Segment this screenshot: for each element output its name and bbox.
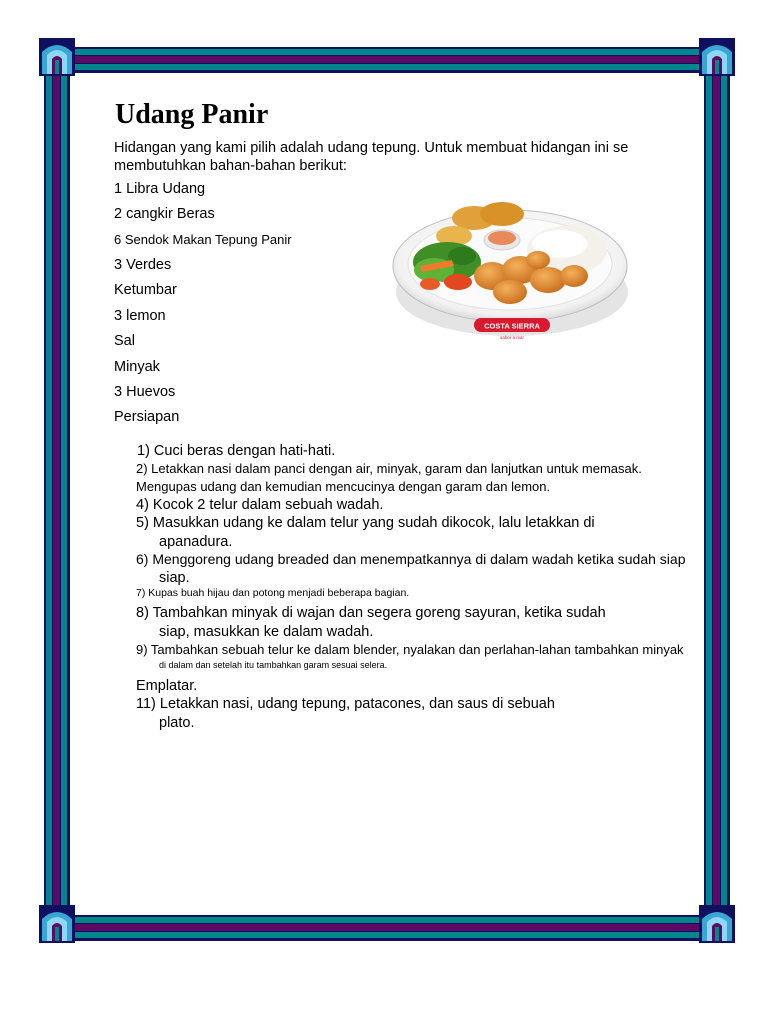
step-1: 1) Cuci beras dengan hati-hati. <box>137 443 336 459</box>
step-11-cont: plato. <box>159 715 195 731</box>
costa-sierra-logo <box>474 318 550 340</box>
section-heading-preparation: Persiapan <box>114 409 180 426</box>
step-6-cont: siap. <box>159 570 190 586</box>
step-2: 2) Letakkan nasi dalam panci dengan air, minyak, garam dan lanjutkan untuk memasak. <box>136 461 642 476</box>
corner-ornament-bottom-right <box>699 905 735 943</box>
logo-text: COSTA SIERRA <box>484 321 540 331</box>
step-7: 7) Kupas buah hijau dan potong menjadi beberapa bagian. <box>136 587 410 599</box>
step-8: 8) Tambahkan minyak di wajan dan segera goreng sayuran, ketika sudah <box>136 605 606 621</box>
ingredient-item: Minyak <box>114 358 160 375</box>
ingredient-item: Ketumbar <box>114 282 177 299</box>
step-4: 4) Kocok 2 telur dalam sebuah wadah. <box>136 497 384 513</box>
logo-subtext: sabor a mar <box>499 335 525 340</box>
ingredient-item: 3 Huevos <box>114 383 176 400</box>
corner-ornament-top-left <box>39 38 75 76</box>
border-top <box>60 47 715 73</box>
step-6: 6) Menggoreng udang breaded dan menempatkannya di dalam wadah ketika sudah siap <box>136 551 686 567</box>
ingredient-item: 3 Verdes <box>114 256 172 273</box>
page-title: Udang Panir <box>115 99 269 130</box>
step-5-cont: apanadura. <box>159 534 233 550</box>
step-5: 5) Masukkan udang ke dalam telur yang sudah dikocok, lalu letakkan di <box>136 515 595 531</box>
ingredient-item: 6 Sendok Makan Tepung Panir <box>114 231 292 247</box>
ingredient-item: 1 Libra Udang <box>114 180 206 197</box>
border-left <box>44 60 70 930</box>
ingredient-item: 3 lemon <box>114 307 166 324</box>
ingredient-item: 2 cangkir Beras <box>114 206 215 223</box>
step-9-cont: di dalam dan setelah itu tambahkan garam sesuai selera. <box>159 660 388 670</box>
step-11: 11) Letakkan nasi, udang tepung, patacones, dan saus di sebuah <box>136 696 555 712</box>
step-3: Mengupas udang dan kemudian mencucinya dengan garam dan lemon. <box>136 479 551 494</box>
corner-ornament-bottom-left <box>39 905 75 943</box>
corner-ornament-top-right <box>699 38 735 76</box>
ingredient-item: Sal <box>114 333 135 350</box>
step-8-cont: siap, masukkan ke dalam wadah. <box>159 624 374 640</box>
section-heading-plating: Emplatar. <box>136 678 198 694</box>
step-9: 9) Tambahkan sebuah telur ke dalam blender, nyalakan dan perlahan-lahan tambahkan minyak <box>136 642 684 657</box>
intro-paragraph: Hidangan yang kami pilih adalah udang tepung. Untuk membuat hidangan ini se membutuhkan bahan-bahan berikut: <box>114 139 629 174</box>
food-photo <box>392 200 632 346</box>
border-bottom <box>60 915 715 941</box>
